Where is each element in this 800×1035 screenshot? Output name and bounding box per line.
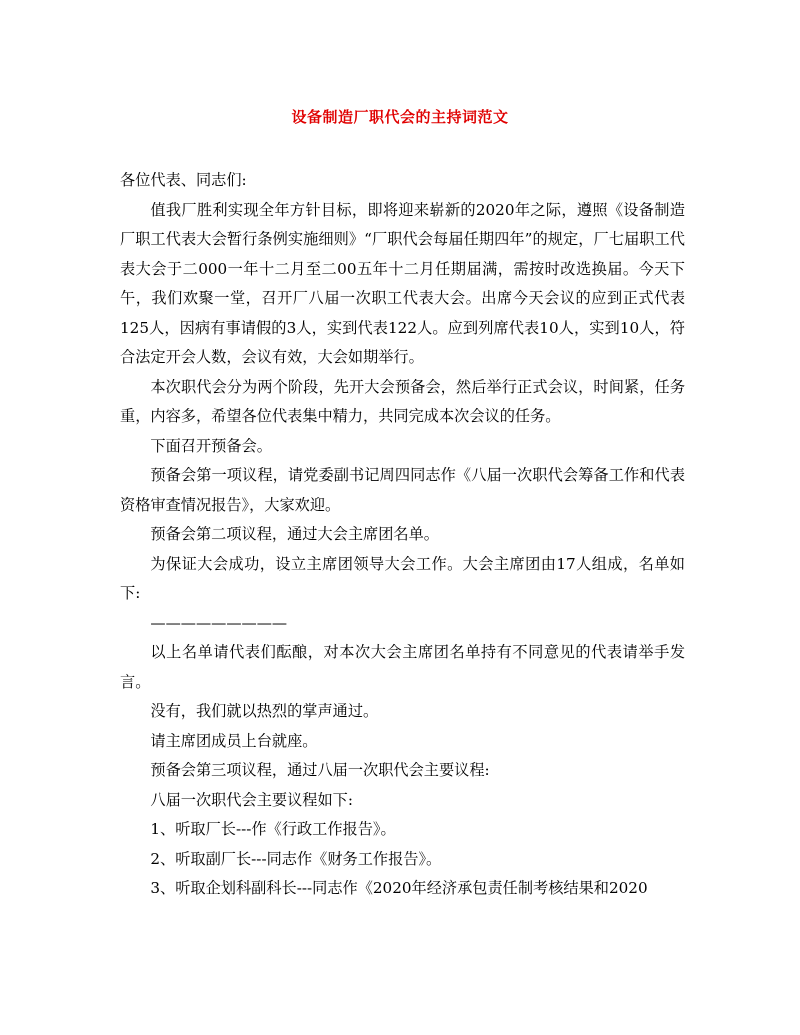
agenda-item: 3、听取企划科副科长---同志作《2020年经济承包责任制考核结果和2020 — [150, 879, 648, 897]
agenda-item: 1、听取厂长---作《行政工作报告》。 — [150, 820, 396, 838]
paragraph: 八届一次职代会主要议程如下: — [150, 790, 353, 809]
salutation: 各位代表、同志们: — [120, 171, 247, 189]
paragraph: 本次职代会分为两个阶段，先开大会预备会，然后举行正式会议，时间紧，任务重，内容多，希望各位代表集中精力，共同完成本次会议的任务。 — [120, 377, 685, 425]
paragraph: 请主席团成员上台就座。 — [150, 731, 318, 750]
paragraph: 值我厂胜利实现全年方针目标，即将迎来崭新的2020年之际，遵照《设备制造厂职工代表大会暂行条例实施细则》“厂职代会每届任期四年”的规定，厂七届职工代表大会于二000一年十二月至二00五年十二月任期届满，需按时改选换届。今天下午，我们欢聚一堂，召开厂八届一次职工代表大会。出席今天会议的应到正式代表125人，因病有事请假的3人，实到代表122人。应到列席代表10人，实到10人，符合法定开会人数，会议有效，大会如期举行。 — [120, 200, 685, 366]
paragraph: 预备会第二项议程，通过大会主席团名单。 — [150, 525, 439, 543]
paragraph: 下面召开预备会。 — [150, 436, 272, 455]
paragraph: 为保证大会成功，设立主席团领导大会工作。大会主席团由17人组成，名单如下: — [120, 554, 685, 602]
paragraph: 预备会第三项议程，通过八届一次职代会主要议程: — [150, 761, 490, 779]
agenda-item: 2、听取副厂长---同志作《财务工作报告》。 — [150, 849, 442, 868]
paragraph: 以上名单请代表们酝酿，对本次大会主席团名单持有不同意见的代表请举手发言。 — [120, 643, 685, 691]
document-title: 设备制造厂职代会的主持词范文 — [291, 108, 509, 126]
paragraph: 预备会第一项议程，请党委副书记周四同志作《八届一次职代会筹备工作和代表资格审查情况报告》，大家欢迎。 — [120, 466, 685, 514]
document-body — [120, 166, 685, 904]
separator-line: ————————— — [150, 613, 288, 632]
paragraph: 没有，我们就以热烈的掌声通过。 — [150, 702, 379, 720]
